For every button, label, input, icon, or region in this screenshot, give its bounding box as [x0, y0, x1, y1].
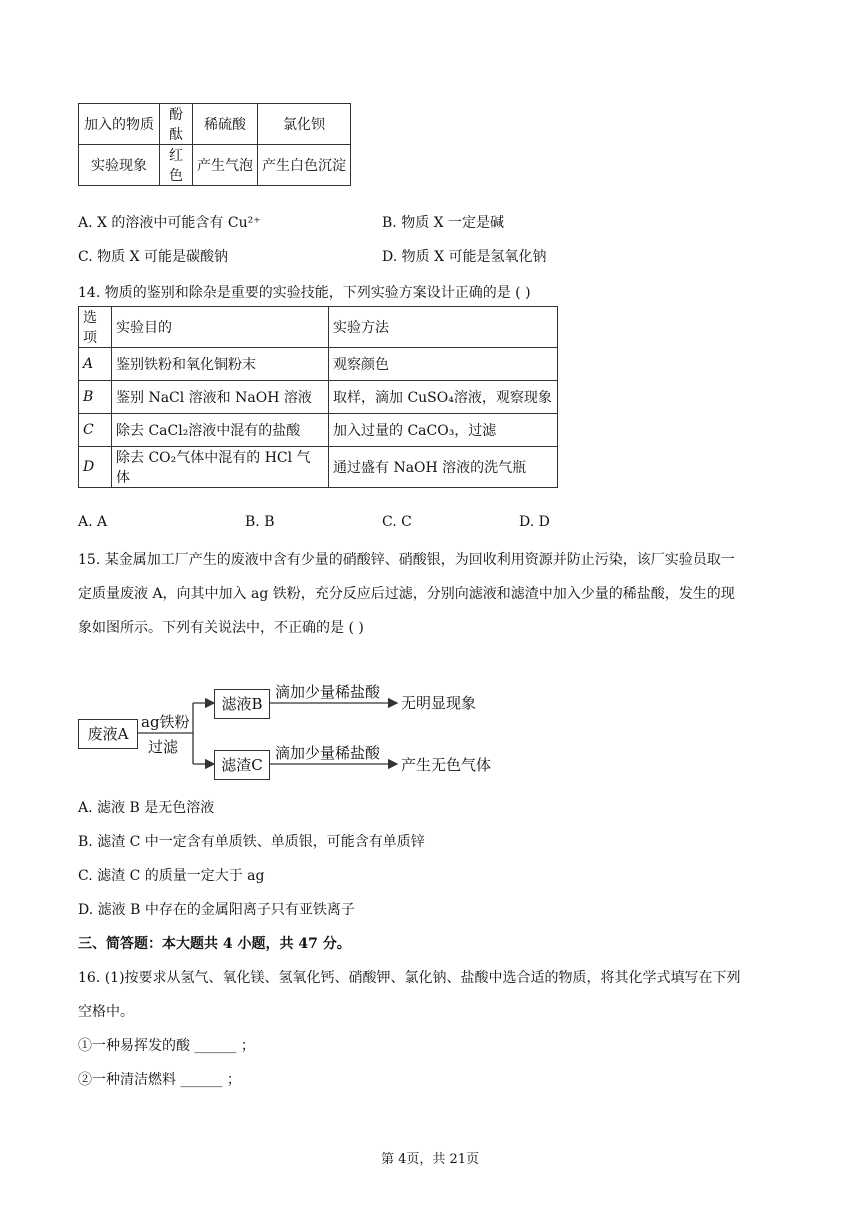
table-cell: 红色 — [160, 145, 193, 186]
table-cell: 选项 — [79, 307, 112, 348]
question-15-stem-line2: 定质量废液 A，向其中加入 ag 铁粉，充分反应后过滤，分别向滤液和滤渣中加入少量的稀盐酸，发生的现 — [78, 586, 735, 602]
option-b: B. B — [245, 514, 275, 530]
option-c: C. 滤渣 C 的质量一定大于 ag — [78, 868, 265, 884]
table-cell: 产生白色沉淀 — [258, 145, 351, 186]
section-heading: 三、简答题：本大题共 4 小题，共 47 分。 — [78, 936, 351, 952]
option-d: D. D — [519, 514, 550, 530]
page-footer: 第 4页，共 21页 — [380, 1152, 480, 1167]
iron-powder-label: ag铁粉 — [141, 713, 190, 731]
table-cell: 实验方法 — [329, 307, 558, 348]
table-cell: 鉴别铁粉和氧化铜粉末 — [112, 348, 329, 381]
option-a: A. 滤液 B 是无色溶液 — [78, 800, 215, 816]
table-cell: B — [79, 381, 112, 414]
option-b: B. 滤渣 C 中一定含有单质铁、单质银，可能含有单质锌 — [78, 834, 425, 850]
table-cell: 除去 CO₂气体中混有的 HCl 气体 — [112, 447, 329, 488]
option-c: C. C — [382, 514, 412, 530]
table-cell: 除去 CaCl₂溶液中混有的盐酸 — [112, 414, 329, 447]
result-bottom: 产生无色气体 — [401, 756, 492, 774]
acid-label-top: 滴加少量稀盐酸 — [275, 683, 381, 701]
table-row — [79, 145, 351, 186]
option-d: D. 物质 X 可能是氢氧化钠 — [382, 249, 547, 265]
question-15-stem-line1: 15. 某金属加工厂产生的废液中含有少量的硝酸锌、硝酸银，为回收利用资源并防止污染，该厂实验员取一 — [78, 552, 735, 568]
table-cell: C — [79, 414, 112, 447]
table-row — [79, 104, 351, 145]
reagent-table — [78, 103, 351, 186]
experiment-table — [78, 306, 558, 488]
question-14-stem: 14. 物质的鉴别和除杂是重要的实验技能，下列实验方案设计正确的是 ( ) — [78, 285, 531, 301]
option-c: C. 物质 X 可能是碳酸钠 — [78, 249, 228, 265]
table-row — [79, 447, 558, 488]
table-cell: 加入过量的 CaCO₃，过滤 — [329, 414, 558, 447]
table-cell: 观察颜色 — [329, 348, 558, 381]
option-d: D. 滤液 B 中存在的金属阳离子只有亚铁离子 — [78, 902, 355, 918]
question-16-item2: ②一种清洁燃料 ______ ； — [78, 1072, 241, 1088]
table-cell: 氯化钡 — [258, 104, 351, 145]
question-15-stem-line3: 象如图所示。下列有关说法中，不正确的是 ( ) — [78, 620, 364, 636]
table-cell: D — [79, 447, 112, 488]
table-cell: 取样，滴加 CuSO₄溶液，观察现象 — [329, 381, 558, 414]
table-cell: 鉴别 NaCl 溶液和 NaOH 溶液 — [112, 381, 329, 414]
question-16-line2: 空格中。 — [78, 1004, 134, 1020]
table-row — [79, 307, 558, 348]
table-cell: 实验现象 — [79, 145, 160, 186]
residue-box: 滤渣C — [214, 750, 270, 780]
question-16-item1: ①一种易挥发的酸 ______ ； — [78, 1038, 255, 1054]
filter-label: 过滤 — [148, 738, 179, 756]
filtrate-box: 滤液B — [214, 689, 270, 719]
option-a: A. A — [78, 514, 108, 530]
table-cell: 产生气泡 — [193, 145, 258, 186]
table-cell: 通过盛有 NaOH 溶液的洗气瓶 — [329, 447, 558, 488]
table-cell: A — [79, 348, 112, 381]
table-cell: 加入的物质 — [79, 104, 160, 145]
waste-liquid-box: 废液A — [78, 719, 138, 749]
table-cell: 酚酞 — [160, 104, 193, 145]
table-row — [79, 381, 558, 414]
question-16-line1: 16. (1)按要求从氢气、氧化镁、氢氧化钙、硝酸钾、氯化钠、盐酸中选合适的物质，将其化学式填写在下列 — [78, 970, 741, 986]
table-cell: 实验目的 — [112, 307, 329, 348]
table-cell: 稀硫酸 — [193, 104, 258, 145]
option-b: B. 物质 X 一定是碱 — [382, 215, 505, 231]
result-top: 无明显现象 — [401, 694, 477, 712]
table-row — [79, 414, 558, 447]
table-row — [79, 348, 558, 381]
option-a: A. X 的溶液中可能含有 Cu²⁺ — [78, 215, 261, 231]
acid-label-bottom: 滴加少量稀盐酸 — [275, 744, 381, 762]
